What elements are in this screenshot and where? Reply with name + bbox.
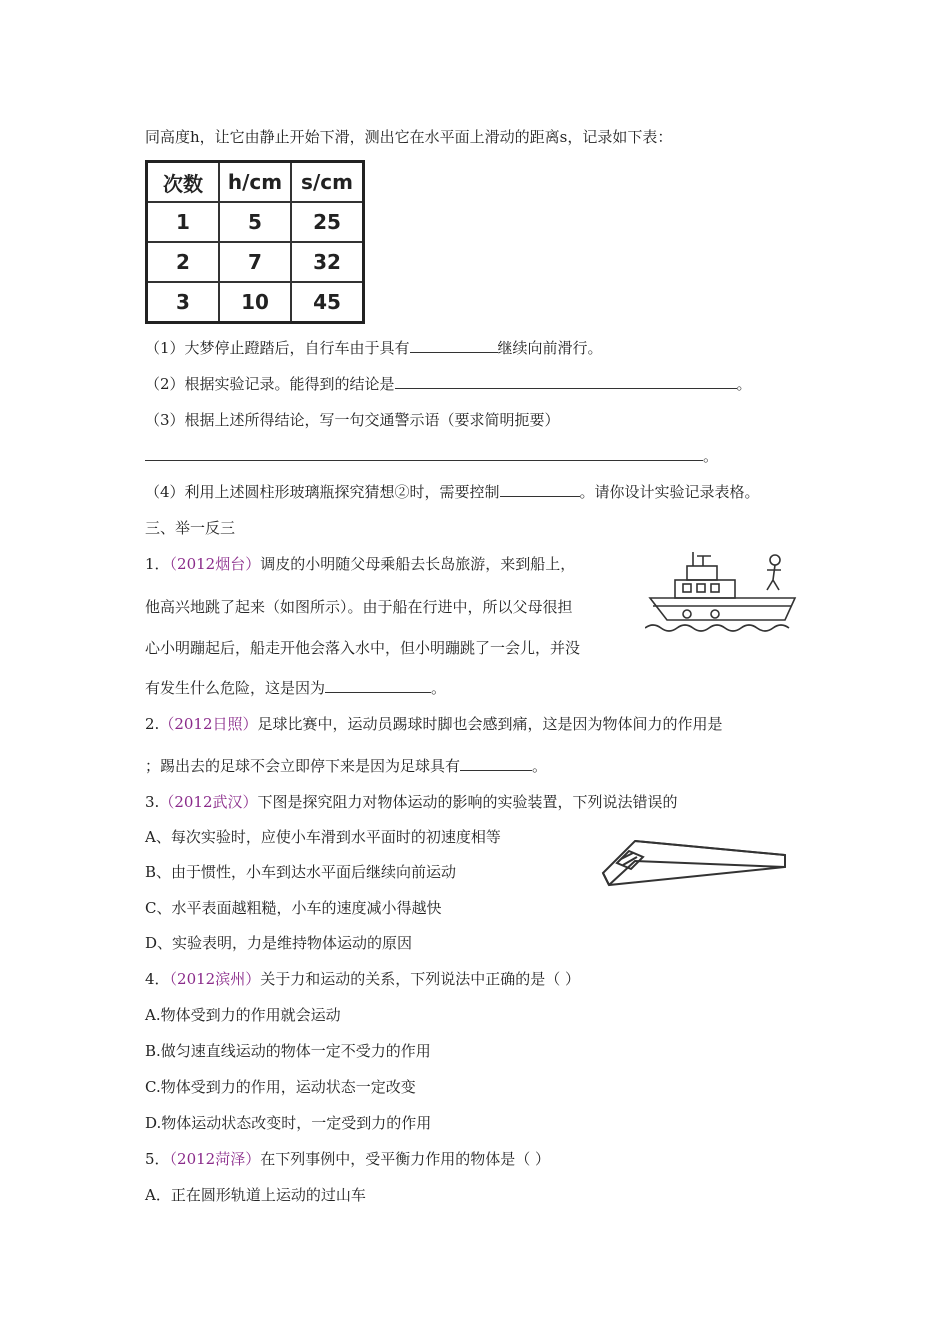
question-3-tail: 。 [703, 447, 719, 465]
problem-4-option-b: B.做匀速直线运动的物体一定不受力的作用 [145, 1042, 431, 1060]
source-tag: （2012烟台） [169, 555, 261, 573]
table-cell: 32 [291, 242, 364, 282]
answer-blank [145, 446, 703, 461]
problem-4-option-d: D.物体运动状态改变时，一定受到力的作用 [145, 1114, 432, 1132]
question-4-tail: 。请你设计实验记录表格。 [579, 483, 760, 501]
problem-5-option-a: A．正在圆形轨道上运动的过山车 [145, 1186, 366, 1204]
answer-blank [500, 482, 580, 497]
table-cell: 7 [219, 242, 291, 282]
problem-2-line-1 [145, 714, 723, 734]
answer-blank [395, 374, 737, 389]
table-header: h/cm [219, 162, 291, 203]
table-cell: 25 [291, 202, 364, 242]
table-cell: 2 [147, 242, 220, 282]
intro-text: 同高度h，让它由静止开始下滑，测出它在水平面上滑动的距离s，记录如下表： [145, 128, 673, 146]
problem-2-line-2 [145, 756, 547, 776]
table-header-row [147, 162, 364, 203]
table-cell: 1 [147, 202, 220, 242]
table-header: 次数 [147, 162, 220, 203]
problem-3-option-c: C、水平表面越粗糙，小车的速度减小得越快 [145, 899, 442, 917]
problem-text: ；踢出去的足球不会立即停下来是因为足球具有 [145, 757, 461, 775]
problem-text-tail: 。 [532, 757, 548, 775]
question-1-text: （1）大梦停止蹬踏后，自行车由于具有 [145, 339, 410, 357]
table-cell: 10 [219, 282, 291, 323]
table-cell: 45 [291, 282, 364, 323]
question-2-tail: 。 [736, 375, 752, 393]
problem-number: 1． [145, 555, 170, 573]
source-tag: （2012滨州） [169, 970, 261, 988]
question-1-tail: 继续向前滑行。 [497, 339, 603, 357]
problem-3-line-1 [145, 792, 678, 812]
problem-number: 3. [145, 793, 160, 811]
record-table [145, 160, 365, 324]
problem-4-line-1 [145, 969, 580, 989]
problem-1-line-4 [145, 678, 446, 698]
answer-blank [325, 678, 431, 693]
problem-1-line-3: 心小明蹦起后，船走开他会落入水中，但小明蹦跳了一会儿，并没 [145, 639, 581, 657]
question-2 [145, 374, 752, 394]
table-cell: 3 [147, 282, 220, 323]
table-header: s/cm [291, 162, 364, 203]
problem-number: 2. [145, 715, 160, 733]
problem-1-line-2: 他高兴地跳了起来（如图所示）。由于船在行进中，所以父母很担 [145, 598, 573, 616]
source-tag: （2012日照） [159, 715, 258, 733]
table-row [147, 202, 364, 242]
problem-text: 下图是探究阻力对物体运动的影响的实验装置，下列说法错误的 [257, 793, 678, 811]
problem-text: 足球比赛中，运动员踢球时脚也会感到痛，这是因为物体间力的作用是 [257, 715, 723, 733]
table-row [147, 282, 364, 323]
answer-blank [410, 338, 498, 353]
question-4-text: （4）利用上述圆柱形玻璃瓶探究猜想②时，需要控制 [145, 483, 500, 501]
problem-text-tail: 。 [431, 679, 447, 697]
problem-number: 4． [145, 970, 170, 988]
problem-4-option-c: C.物体受到力的作用，运动状态一定改变 [145, 1078, 416, 1096]
question-1 [145, 338, 603, 358]
question-3: （3）根据上述所得结论，写一句交通警示语（要求简明扼要） [145, 411, 560, 429]
source-tag: （2012武汉） [159, 793, 258, 811]
table-cell: 5 [219, 202, 291, 242]
problem-1-line-1 [145, 554, 575, 574]
question-4 [145, 482, 760, 502]
boat-jump-figure [645, 548, 800, 638]
problem-text: 在下列事例中，受平衡力作用的物体是（ ） [260, 1150, 551, 1168]
answer-blank [460, 756, 532, 771]
problem-3-option-a: A、每次实验时，应使小车滑到水平面时的初速度相等 [145, 828, 501, 846]
problem-number: 5． [145, 1150, 170, 1168]
problem-text: 调皮的小明随父母乘船去长岛旅游，来到船上， [260, 555, 576, 573]
problem-3-option-d: D、实验表明，力是维持物体运动的原因 [145, 934, 413, 952]
question-2-text: （2）根据实验记录。能得到的结论是 [145, 375, 395, 393]
problem-text: 有发生什么危险，这是因为 [145, 679, 326, 697]
question-3-answer-line [145, 446, 718, 466]
ramp-cart-figure [595, 833, 795, 895]
problem-3-option-b: B、由于惯性，小车到达水平面后继续向前运动 [145, 863, 457, 881]
problem-5-line-1 [145, 1149, 550, 1169]
table-row [147, 242, 364, 282]
source-tag: （2012菏泽） [169, 1150, 261, 1168]
section-heading: 三、举一反三 [145, 519, 236, 537]
problem-text: 关于力和运动的关系，下列说法中正确的是（ ） [260, 970, 581, 988]
problem-4-option-a: A.物体受到力的作用就会运动 [145, 1006, 341, 1024]
